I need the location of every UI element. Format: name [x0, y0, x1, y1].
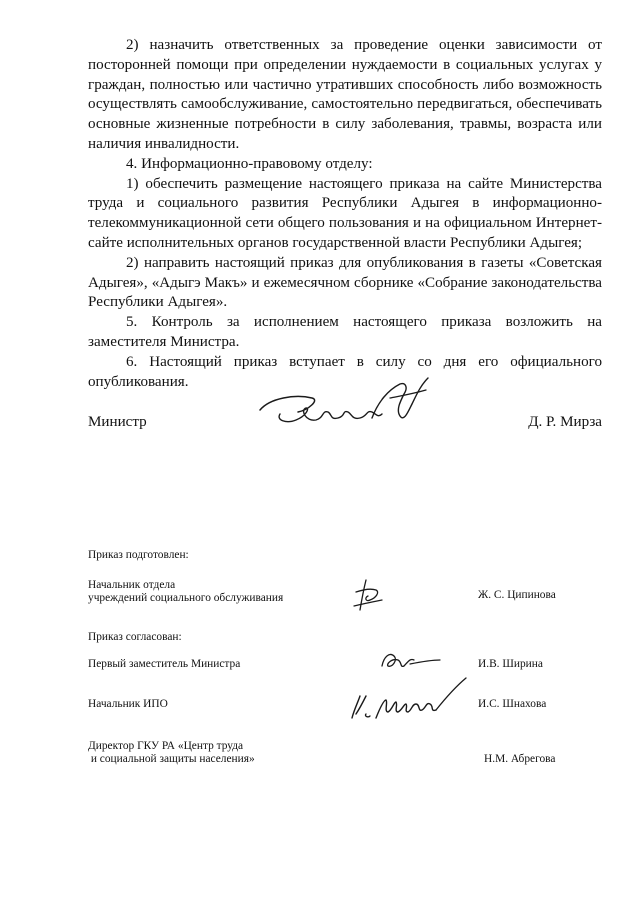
prepared-signature: [352, 578, 386, 614]
prepared-name: Ж. С. Ципинова: [478, 589, 556, 601]
ipo-signature: [346, 676, 470, 724]
paragraph-effective-date: 6. Настоящий приказ вступает в силу со дня его официального опубликования.: [88, 353, 602, 390]
director-position-line2: и социальной защиты населения»: [88, 753, 255, 765]
director-name: Н.М. Абрегова: [484, 753, 556, 765]
first-deputy-signature: [378, 648, 444, 674]
paragraph-info-legal-dept: 4. Информационно-правовому отделу:: [126, 155, 373, 172]
first-deputy-position: Первый заместитель Министра: [88, 658, 241, 670]
minister-signature: [250, 368, 450, 438]
order-body-text: [88, 36, 602, 392]
ipo-position: Начальник ИПО: [88, 698, 168, 710]
paragraph-newspaper-publication: 2) направить настоящий приказ для опубликования в газеты «Советская Адыгея», «Адыгэ Макъ» и ежемесячном сборнике «Собрание законодательства Республики Адыгея».: [88, 254, 602, 311]
director-position-line1: Директор ГКУ РА «Центр труда: [88, 740, 244, 752]
paragraph-assign-responsible: 2) назначить ответственных за проведение оценки зависимости от посторонней помощи при определении нуждаемости в социальных услугах у граждан, полностью или частично утративших способность либо возможность осуществлять самообслуживание, самостоятельно передвигаться, обеспечивать основные жизненные потребности в силу заболевания, травмы, возраста или наличия инвалидности.: [88, 37, 602, 152]
ipo-name: И.С. Шнахова: [478, 698, 547, 710]
minister-title: Министр: [88, 414, 147, 430]
agreed-header: Приказ согласован:: [88, 631, 182, 643]
minister-name: Д. Р. Мирза: [528, 414, 602, 430]
first-deputy-name: И.В. Ширина: [478, 658, 543, 670]
paragraph-control: 5. Контроль за исполнением настоящего приказа возложить на заместителя Министра.: [88, 314, 602, 350]
prepared-position-line1: Начальник отдела: [88, 579, 176, 591]
paragraph-website-publication: 1) обеспечить размещение настоящего приказа на сайте Министерства труда и социального развития Республики Адыгея в информационно-телекоммуникационной сети общего пользования и на официальном Интернет-сайте исполнительных органов государственной власти Республики Адыгея;: [88, 175, 602, 251]
prepared-header: Приказ подготовлен:: [88, 549, 189, 561]
prepared-position-line2: учреждений социального обслуживания: [88, 592, 284, 604]
